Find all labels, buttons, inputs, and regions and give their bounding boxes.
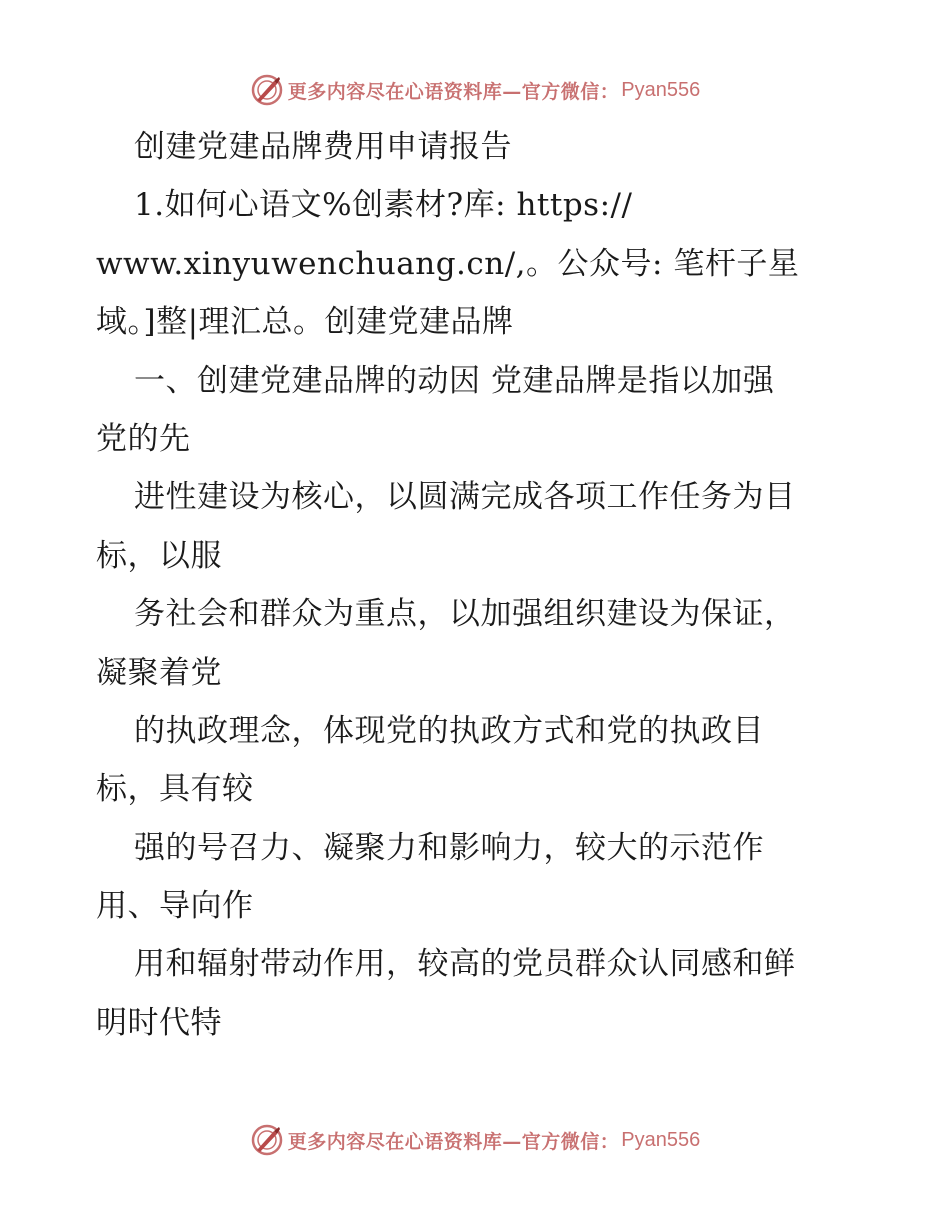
banner-wechat-id: Pyan556 — [621, 78, 701, 101]
text-line: 用、导向作 — [96, 888, 254, 925]
banner-text: 更多内容尽在心语资料库—官方微信： — [287, 1130, 620, 1153]
banner-text: 更多内容尽在心语资料库—官方微信： — [287, 80, 620, 103]
quill-logo-icon — [250, 1123, 284, 1157]
text-line: 进性建设为核心，以圆满完成各项工作任务为目 — [134, 479, 796, 516]
text-line: 一、创建党建品牌的动因 党建品牌是指以加强 — [134, 362, 775, 399]
footer-banner — [0, 1120, 950, 1160]
text-line: 创建党建品牌费用申请报告 — [134, 129, 512, 165]
quill-logo-icon — [250, 73, 284, 107]
text-line: 强的号召力、凝聚力和影响力，较大的示范作 — [134, 829, 764, 866]
text-line: 域。]整|理汇总。创建党建品牌 — [96, 304, 514, 341]
text-line: 标，具有较 — [96, 771, 254, 808]
text-line: 凝聚着党 — [96, 654, 222, 691]
text-line: 务社会和群众为重点，以加强组织建设为保证， — [134, 596, 796, 633]
banner-wechat-id: Pyan556 — [621, 1128, 701, 1151]
text-line: 党的先 — [96, 420, 191, 457]
text-line: 明时代特 — [96, 1004, 222, 1041]
text-line: 的执政理念，体现党的执政方式和党的执政目 — [134, 712, 764, 749]
text-line: 标，以服 — [96, 537, 222, 574]
text-line: 1.如何心语文%创素材?库: https:// — [134, 187, 633, 224]
document-body — [96, 118, 876, 1052]
text-line: www.xinyuwenchuang.cn/,。公众号: 笔杆子星 — [96, 245, 800, 282]
text-line: 用和辐射带动作用，较高的党员群众认同感和鲜 — [134, 946, 796, 983]
header-banner — [0, 70, 950, 110]
